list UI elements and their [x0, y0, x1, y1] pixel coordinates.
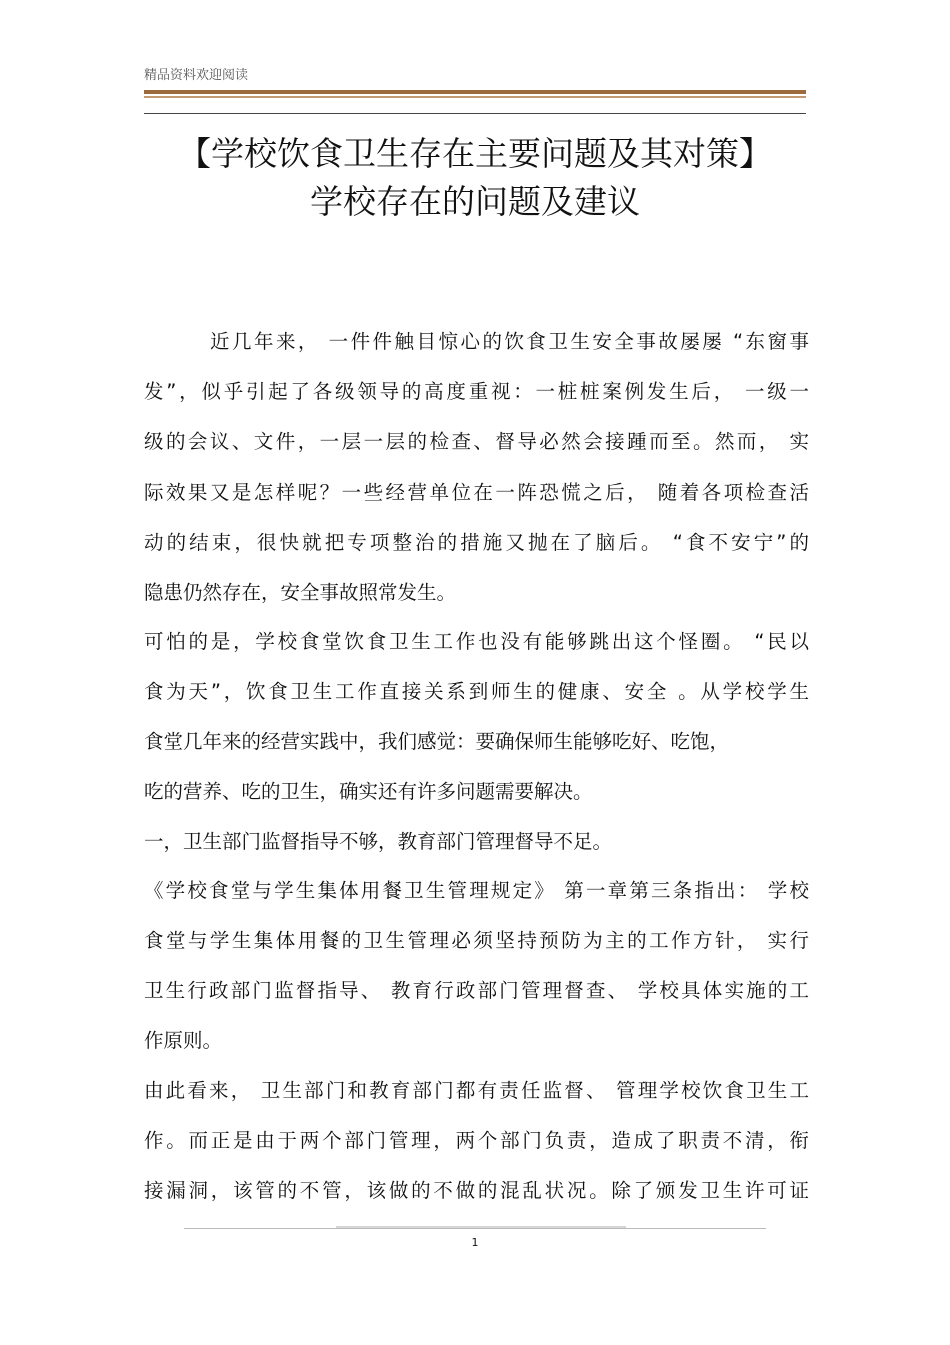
body-line: 卫生行政部门监督指导、 教育行政部门管理督查、 学校具体实施的工 — [144, 979, 809, 1002]
body-line: 可怕的是，学校食堂饮食卫生工作也没有能够跳出这个怪圈。 “民以 — [144, 630, 809, 653]
body-line: 吃的营养、吃的卫生，确实还有许多问题需要解决。 — [144, 780, 593, 803]
document-title-line1: 【学校饮食卫生存在主要问题及其对策】 — [178, 134, 772, 173]
document-title-line2: 学校存在的问题及建议 — [310, 182, 640, 221]
footer-rule — [184, 1228, 766, 1229]
body-line: 近几年来， 一件件触目惊心的饮食卫生安全事故屡屡 “东窗事 — [210, 330, 809, 353]
page-number: 1 — [471, 1236, 479, 1249]
body-line: 一，卫生部门监督指导不够，教育部门管理督导不足。 — [144, 830, 613, 853]
header-rule-thin — [144, 113, 806, 114]
body-line: 作。而正是由于两个部门管理，两个部门负责，造成了职责不清，衔 — [144, 1129, 809, 1152]
body-line: 动的结束，很快就把专项整治的措施又抛在了脑后。 “食不安宁”的 — [144, 531, 809, 554]
page-header-text: 精品资料欢迎阅读 — [144, 68, 249, 83]
body-line: 《学校食堂与学生集体用餐卫生管理规定》 第一章第三条指出： 学校 — [144, 879, 809, 902]
body-line: 级的会议、文件，一层一层的检查、督导必然会接踵而至。然而， 实 — [144, 430, 809, 453]
body-line: 接漏洞，该管的不管，该做的不做的混乱状况。除了颁发卫生许可证 — [144, 1179, 809, 1202]
body-line: 际效果又是怎样呢？一些经营单位在一阵恐慌之后， 随着各项检查活 — [144, 481, 809, 504]
body-line: 作原则。 — [144, 1029, 223, 1052]
body-line: 隐患仍然存在，安全事故照常发生。 — [144, 581, 457, 604]
body-line: 食堂与学生集体用餐的卫生管理必须坚持预防为主的工作方针， 实行 — [144, 929, 809, 952]
body-line: 食为天”，饮食卫生工作直接关系到师生的健康、安全 。从学校学生 — [144, 680, 809, 703]
body-line: 发”，似乎引起了各级领导的高度重视：一桩桩案例发生后， 一级一 — [144, 380, 809, 403]
header-rule-mid — [144, 96, 806, 98]
header-rule-thick — [144, 90, 806, 94]
body-line: 食堂几年来的经营实践中，我们感觉：要确保师生能够吃好、吃饱， — [144, 730, 730, 753]
body-line: 由此看来， 卫生部门和教育部门都有责任监督、 管理学校饮食卫生工 — [144, 1079, 809, 1102]
